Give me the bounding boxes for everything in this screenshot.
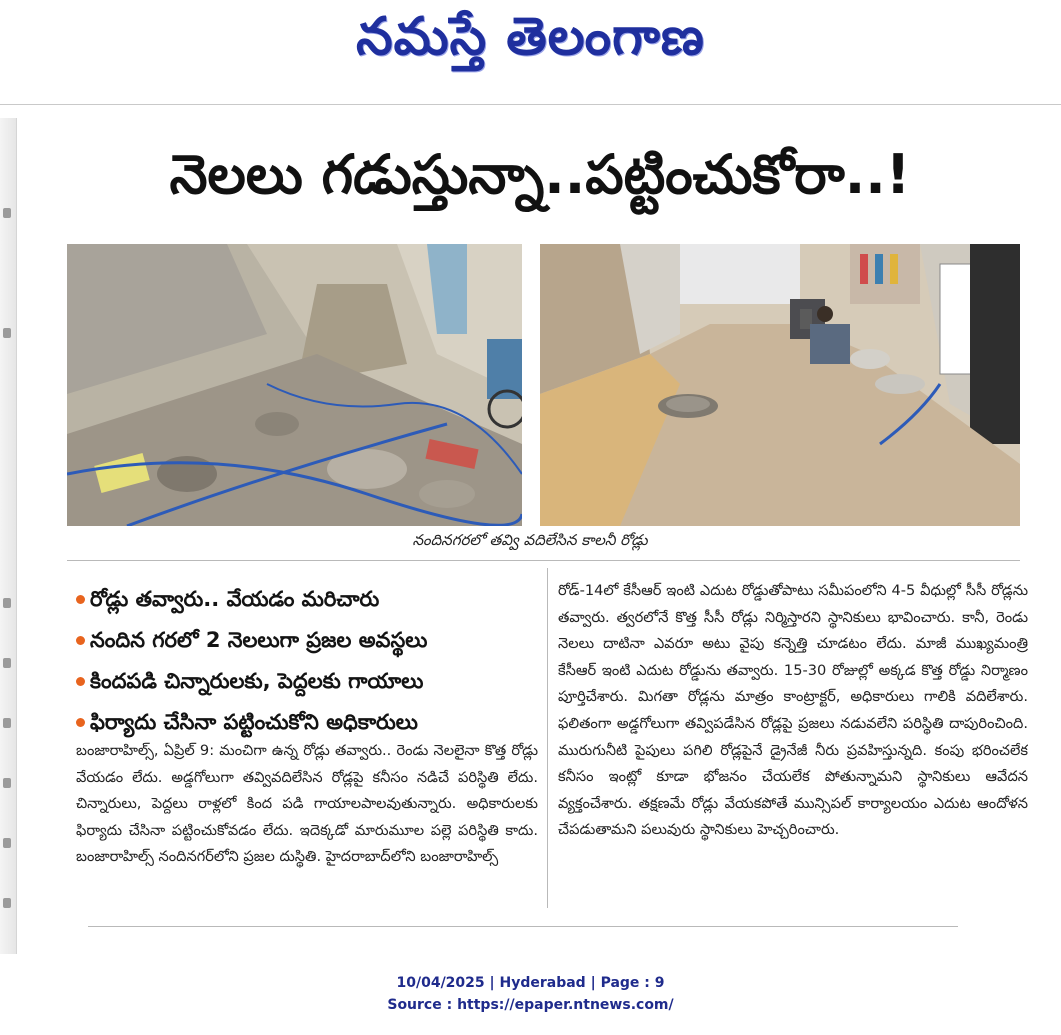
highlight-text: ఫిర్యాదు చేసినా పట్టించుకోని అధికారులు [90, 710, 418, 734]
footer-divider [88, 926, 958, 927]
highlight-item [76, 621, 546, 662]
photo-illustration [67, 244, 522, 526]
highlight-text: నందిన గరలో 2 నెలలుగా ప్రజల అవస్థలు [90, 628, 428, 652]
strip-mark [3, 718, 11, 728]
strip-mark [3, 838, 11, 848]
strip-mark [3, 778, 11, 788]
strip-mark [3, 328, 11, 338]
masthead [0, 0, 1061, 104]
bullet-icon [76, 636, 85, 645]
photo-caption: నందినగరలో తవ్వి వదిలేసిన కాలనీ రోడ్లు [412, 531, 648, 549]
bullet-icon [76, 718, 85, 727]
masthead-divider [0, 104, 1061, 105]
adjacent-page-strip [0, 118, 17, 954]
highlight-text: కిందపడి చిన్నారులకు, పెద్దలకు గాయాలు [90, 669, 424, 693]
bullet-icon [76, 677, 85, 686]
bullet-icon [76, 595, 85, 604]
newspaper-logo: నమస్తే తెలంగాణ [356, 6, 705, 67]
footer-date-line: 10/04/2025 | Hyderabad | Page : 9 [396, 975, 665, 991]
article-body-right-column: రోడ్-14లో కేసీఆర్ ఇంటి ఎదుట రోడ్డుతోపాటు సమీపంలోని 4-5 వీధుల్లో సీసీ రోడ్లను తవ్వారు. త్వరలోనే కొత్త సీసీ రోడ్లు నిర్మిస్తారని స్థానికులు భావించారు. కానీ, రెండు నెలలు దాటినా ఎవరూ అటు వైపు కన్నెత్తి చూడటం లేదు. మాజీ ముఖ్యమంత్రి కేసీఆర్ ఇంటి ఎదుట రోడ్డును తవ్వారు. 15-30 రోజుల్లో అక్కడ కొత్త రోడ్డు నిర్మాణం పూర్తిచేశారు. మిగతా రోడ్లను మాత్రం కాంట్రాక్టర్, అధికారులు గాలికి వదిలేశారు. ఫలితంగా అడ్డగోలుగా తవ్విపడేసిన రోడ్లపై ప్రజలు నడువలేని పరిస్థితి దాపురించింది. మురుగునీటి పైపులు పగిలి రోడ్లపైనే డ్రైనేజీ నీరు ప్రవహిస్తున్నది. కంపు భరించలేక కనీసం ఇంట్లో కూడా భోజనం చేయలేక పోతున్నామని స్థానికులు ఆవేదన వ్యక్తంచేశారు. తక్షణమే రోడ్లు వేయకపోతే మున్సిపల్ కార్యాలయం ఎదుట ఆందోళన చేపడుతామని పలువురు స్థానికులు హెచ్చరించారు. [558, 582, 1028, 839]
news-photo-excavated-lane [67, 244, 522, 526]
section-divider [67, 560, 1020, 561]
strip-mark [3, 598, 11, 608]
strip-mark [3, 898, 11, 908]
photo-illustration [540, 244, 1020, 526]
highlight-text: రోడ్లు తవ్వారు.. వేయడం మరిచారు [90, 587, 380, 611]
highlight-item [76, 580, 546, 621]
article-body-left-column: బంజారాహిల్స్, ఏప్రిల్ 9: మంచిగా ఉన్న రోడ్లు తవ్వారు.. రెండు నెలలైనా కొత్త రోడ్లు వేయడం లేదు. అడ్డగోలుగా తవ్వివదిలేసిన రోడ్లపై కనీసం నడిచే పరిస్థితి లేదు. చిన్నారులు, పెద్దలు రాళ్లలో కింద పడి గాయాలపాలవుతున్నారు. అధికారులకు ఫిర్యాదు చేసినా పట్టించుకోవడం లేదు. ఇదెక్కడో మారుమూల పల్లె పరిస్థితి కాదు. బంజారాహిల్స్ నందినగర్‌లోని ప్రజల దుస్థితి. హైదరాబాద్‌లోని బంజారాహిల్స్ [76, 742, 538, 866]
strip-mark [3, 208, 11, 218]
article-headline: నెలలు గడుస్తున్నా..పట్టించుకోరా..! [169, 143, 911, 206]
highlights-list [76, 580, 546, 744]
news-photo-dug-colony-road [540, 244, 1020, 526]
column-divider [547, 568, 548, 908]
footer-source-line: Source : https://epaper.ntnews.com/ [387, 997, 674, 1013]
highlight-item [76, 662, 546, 703]
strip-mark [3, 658, 11, 668]
